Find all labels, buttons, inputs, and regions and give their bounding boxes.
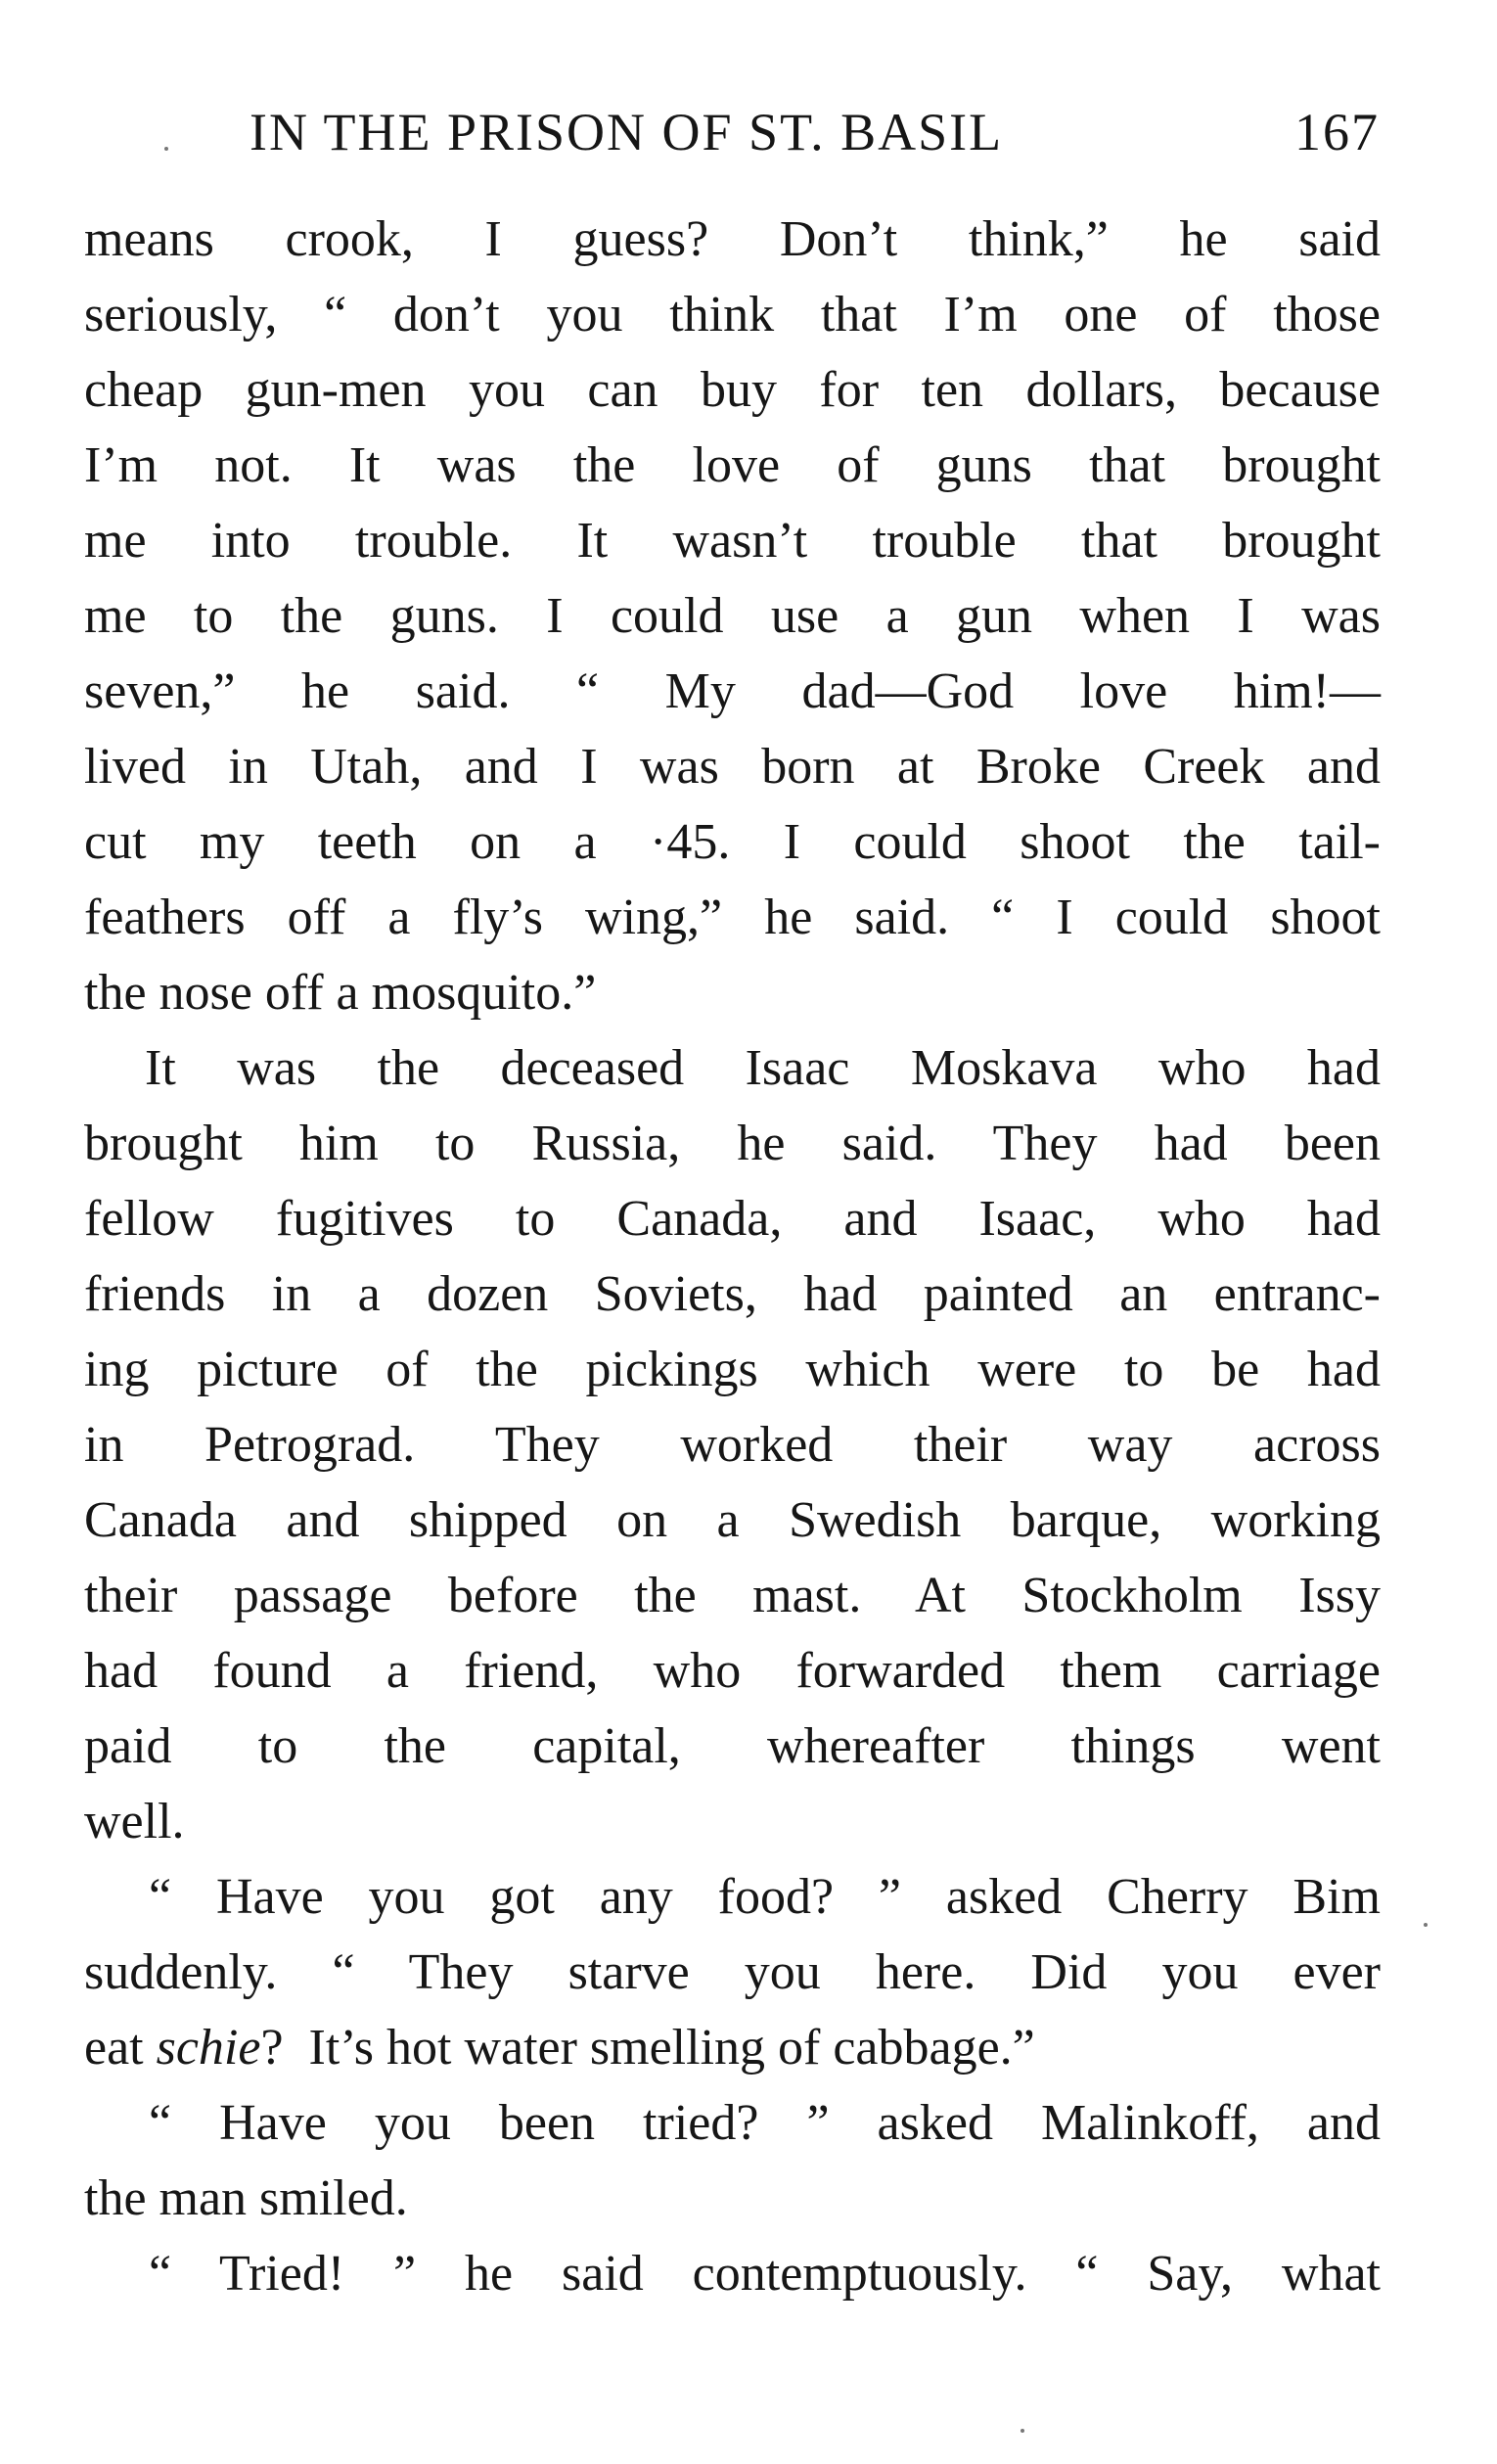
text-line-23: “ Have you got any food? ” asked Cherry Bim (149, 1869, 1381, 1925)
line-25-prefix: eat (84, 2020, 157, 2076)
text-line-3: cheap gun-men you can buy for ten dollars, because (84, 362, 1381, 418)
page-header (250, 102, 1380, 170)
text-line-4: I’m not. It was the love of guns that brought (84, 437, 1381, 493)
text-line-15: friends in a dozen Soviets, had painted an entranc- (84, 1266, 1381, 1322)
text-line-24: suddenly. “ They starve you here. Did you ever (84, 1944, 1381, 2000)
text-line-18: Canada and shipped on a Swedish barque, working (84, 1492, 1381, 1548)
print-speck (1021, 2429, 1024, 2433)
text-line-27: the man smiled. (84, 2170, 408, 2226)
text-line-16: ing picture of the pickings which were to be had (84, 1342, 1381, 1397)
text-line-26: “ Have you been tried? ” asked Malinkoff, and (149, 2095, 1381, 2151)
text-line-1: means crook, I guess? Don’t think,” he said (84, 211, 1381, 267)
text-line-8: lived in Utah, and I was born at Broke Creek and (84, 739, 1381, 795)
text-line-25 (84, 2019, 1381, 2077)
text-line-17: in Petrograd. They worked their way across (84, 1417, 1381, 1473)
line-25-mark: ? (260, 2020, 284, 2076)
text-line-5: me into trouble. It wasn’t trouble that brought (84, 513, 1381, 569)
text-line-22: well. (84, 1794, 185, 1849)
text-line-2: seriously, “ don’t you think that I’m one of those (84, 287, 1381, 342)
text-line-14: fellow fugitives to Canada, and Isaac, who had (84, 1191, 1381, 1247)
text-line-12: It was the deceased Isaac Moskava who had (145, 1040, 1381, 1096)
text-line-13: brought him to Russia, he said. They had been (84, 1116, 1381, 1171)
print-speck (164, 147, 168, 151)
text-line-9: cut my teeth on a ·45. I could shoot the tail- (84, 814, 1381, 870)
text-line-28: “ Tried! ” he said contemptuously. “ Say, what (149, 2246, 1381, 2302)
italic-word-schie: schie (156, 2020, 261, 2076)
page-number: 167 (1294, 103, 1380, 161)
print-speck (1424, 1923, 1428, 1927)
text-line-11: the nose off a mosquito.” (84, 965, 597, 1021)
text-line-10: feathers off a fly’s wing,” he said. “ I could shoot (84, 890, 1381, 945)
text-line-6: me to the guns. I could use a gun when I was (84, 588, 1381, 644)
text-line-20: had found a friend, who forwarded them carriage (84, 1643, 1381, 1699)
text-line-19: their passage before the mast. At Stockholm Issy (84, 1568, 1381, 1623)
text-line-7: seven,” he said. “ My dad—God love him!— (84, 663, 1381, 719)
text-line-21: paid to the capital, whereafter things went (84, 1718, 1381, 1774)
running-head: IN THE PRISON OF ST. BASIL (250, 103, 1004, 161)
line-25-rest: It’s hot water smelling of cabbage.” (308, 2020, 1035, 2076)
